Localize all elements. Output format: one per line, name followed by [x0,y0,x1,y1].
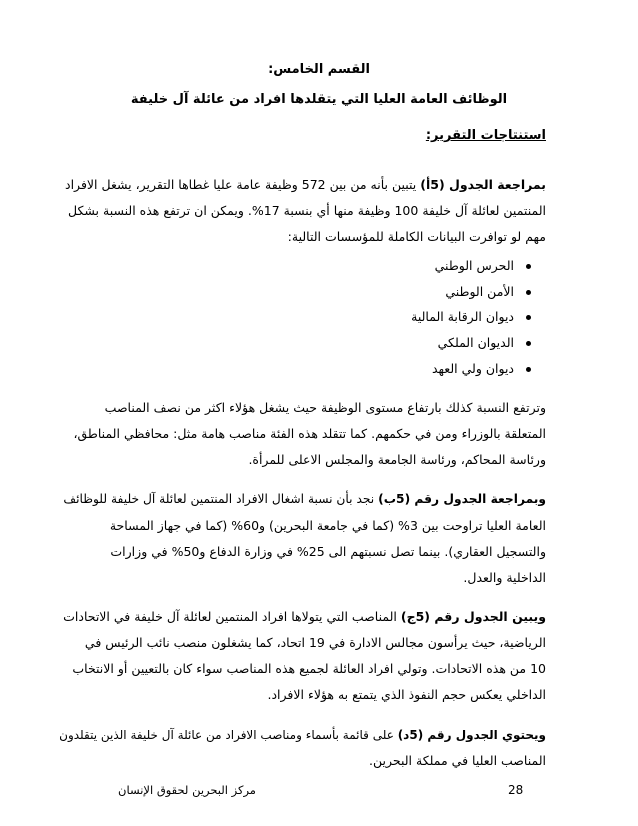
section-title: القسم الخامس: [268,62,370,77]
bullet-item: ديوان الرقابة المالية [411,309,531,324]
para1-lead: بمراجعة الجدول (5أ) [420,177,546,192]
para4-line3: 10 من هذه الاتحادات. وتولي افراد العائلة لجميع هذه المناصب سواء كان بالتعيين أو الانتخاب [72,661,546,676]
para1-line1-text: يتبين بأنه من بين 572 وظيفة عامة عليا غطاها التقرير، يشغل الافراد [65,177,421,192]
bullet-item: الأمن الوطني [445,284,531,299]
para2-line1: وترتفع النسبة كذلك بارتفاع مستوى الوظيفة حيث يشغل هؤلاء اكثر من نصف المناصب [104,400,546,415]
para4-line2: الرياضية، حيث يرأسون مجالس الادارة في 19 اتحاد، كما يشغلون منصب نائب الرئيس في [84,635,546,650]
para3-line1: وبمراجعة الجدول رقم (5ب) نجد بأن نسبة اشغال الافراد المنتمين لعائلة آل خليفة للوظائف [63,492,546,506]
para5-line2: المناصب العليا في مملكة البحرين. [369,753,546,768]
para4-line1: ويبين الجدول رقم (5ج) المناصب التي يتولاها افراد المنتمين لعائلة آل خليفة في الاتحادات [63,609,546,624]
para2-line3: ورئاسة المحاكم، ورئاسة الجامعة والمجلس الاعلى للمرأة. [248,452,546,467]
bullet-icon [526,367,531,372]
bullet-item: الديوان الملكي [438,335,531,350]
bullet-icon [526,341,531,346]
bullet-item: الحرس الوطني [435,258,531,273]
para2-line2: المتعلقة بالوزراء ومن في حكمهم. كما تتقلد هذه الفئة مناصب هامة مثل: محافظي المناطق، [73,426,546,441]
report-heading: استنتاجات التقرير: [425,128,546,143]
para1-line1 [60,177,546,193]
page-number: 28 [508,783,524,797]
para3-line4: الداخلية والعدل. [463,570,546,585]
para1-line3: مهم لو توافرت البيانات الكاملة للمؤسسات التالية: [287,229,546,244]
para5-lead: ويحتوي الجدول رقم (5د) [397,728,546,742]
para1-line2: المنتمين لعائلة آل خليفة 100 وظيفة منها أي بنسبة 17%. ويمكن ان ترتفع هذه النسبة بشكل [68,203,546,218]
para3-line3: والتسجيل العقاري). بينما تصل نسبتهم الى 25% في وزارة الدفاع و50% في وزارات [110,544,546,559]
para4-lead: ويبين الجدول رقم (5ج) [400,609,546,624]
para3-lead: وبمراجعة الجدول رقم (5ب) [378,492,546,506]
bullet-icon [526,315,531,320]
bullet-icon [526,264,531,269]
bullet-icon [526,290,531,295]
bullet-item: ديوان ولي العهد [432,361,531,376]
footer-org: مركز البحرين لحقوق الإنسان [118,783,256,797]
para5-line1: ويحتوي الجدول رقم (5د) على قائمة بأسماء ومناصب الافراد من عائلة آل خليفة الذين يتقلدون [59,728,546,742]
section-subtitle: الوظائف العامة العليا التي يتقلدها افراد من عائلة آل خليفة [130,92,508,107]
para3-line2: العامة العليا تراوحت بين 3% (كما في جامعة البحرين) و60% (كما في جهاز المساحة [109,518,546,533]
para4-line4: الداخلي يعكس حجم النفوذ الذي يتمتع به هؤلاء الافراد. [267,687,546,702]
